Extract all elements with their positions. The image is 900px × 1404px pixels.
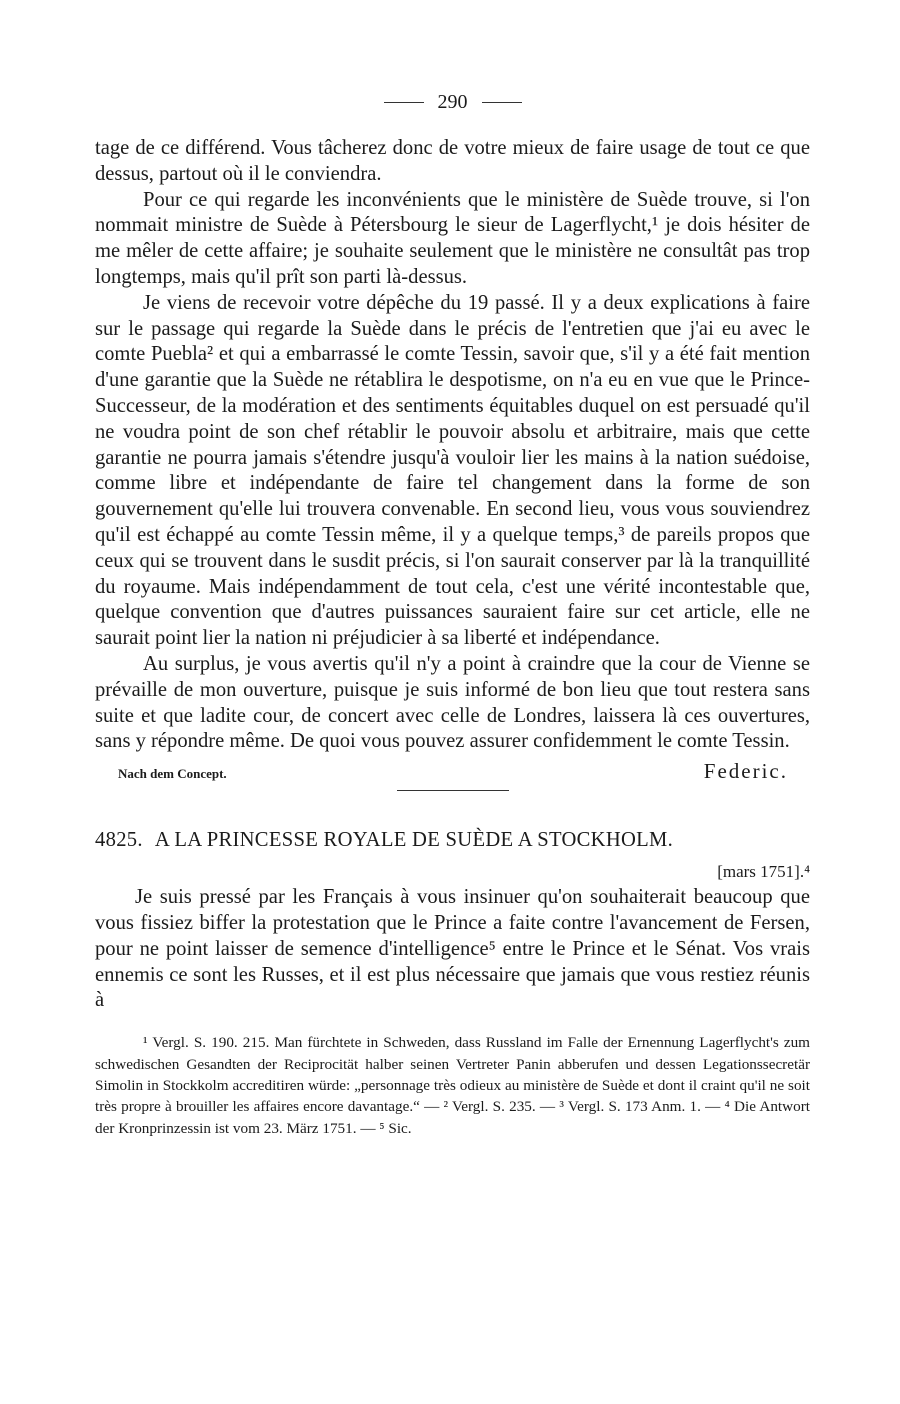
letter-date: [mars 1751].⁴ [717,862,810,882]
footnote-text: ¹ Vergl. S. 190. 215. Man fürchtete in Schweden, dass Russland im Falle der Ernennung Lagerflycht's zum schwedischen Gesandten der Reciprocität halber seinen Vertreter Panin abberufen und dessen Legationssecretär Simolin in Stockkolm accreditiren würde: „personnage très odieux au ministère de Suède et dont il craint qu'il ne soit très propre à brouiller les affaires encore davantage.“ — ² Vergl. S. 235. — ³ Vergl. S. 173 Anm. 1. — ⁴ Die Antwort der Kronprinzessin ist vom 23. März 1751. — ⁵ Sic. [95,1034,810,1137]
page-number-dash-left [384,102,424,103]
paragraph-1: tage de ce différend. Vous tâcherez donc de votre mieux de faire usage de tout ce que dessus, partout où il le conviendra. [95,137,810,185]
document-page [95,88,810,1139]
paragraph-3: Je viens de recevoir votre dépêche du 19 passé. Il y a deux explications à faire sur le passage qui regarde la Suède dans le précis de l'entretien que j'ai eu avec le comte Puebla² et qui a embarrassé le comte Tessin, savoir que, s'il y a été fait mention d'une garantie que la Suède ne rétablira le despotisme, on n'a eu en vue que le Prince-Successeur, de la modération et des sentiments équitables duquel on est persuadé qu'il ne voudra point de son chef rétablir le pouvoir absolu et arbitraire, mais que cette garantie ne pourra jamais s'étendre jusqu'à vouloir lier les mains à la nation suédoise, comme libre et indépendante de faire tel changement dans la forme de son gouvernement qu'elle lui trouvera convenable. En second lieu, vous vous souviendrez qu'il est échappé au comte Tessin même, il y a quelque temps,³ de pareils propos que ceux qui se trouvent dans le susdit précis, si l'on saurait conserver par là la tranquillité du royaume. Mais indépendamment de tout cela, c'est une vérité incontestable que, quelque convention que d'autres puissances sauraient faire sur cet article, elle ne saurait point lier la nation ni préjudicier à sa liberté et indépendance. [95,291,810,650]
signature: Federic. [703,759,788,784]
section-divider [397,790,509,791]
letter-closing [95,759,810,784]
paragraph-4: Au surplus, je vous avertis qu'il n'y a point à craindre que la cour de Vienne se prévaille de mon ouverture, puisque je suis informé de bon lieu que tout restera sans suite et que ladite cour, de concert avec celle de Londres, laissera là ces ouvertures, sans y répondre même. De quoi vous pouvez assurer confidemment le comte Tessin. [95,652,810,753]
letter-title: A LA PRINCESSE ROYALE DE SUÈDE A STOCKHOLM. [154,829,674,852]
footnotes [95,1032,810,1139]
page-number: 290 [437,90,468,113]
letter-heading [95,829,810,852]
letter-number: 4825. [95,829,143,852]
letter-continuation [95,136,810,755]
page-number-dash-right [482,102,522,103]
letter-body [95,885,810,1014]
source-note: Nach dem Concept. [118,766,227,782]
page-header [95,88,810,116]
paragraph-2: Pour ce qui regarde les inconvénients que le ministère de Suède trouve, si l'on nommait ministre de Suède à Pétersbourg le sieur de Lagerflycht,¹ je dois hésiter de me mêler de cette affaire; je souhaite seulement que le ministère ne consultât pas trop longtemps, mais qu'il prît son parti là-dessus. [95,188,810,288]
letter-paragraph-1: Je suis pressé par les Français à vous insinuer qu'on souhaiterait beaucoup que vous fissiez biffer la protestation que le Prince a faite contre l'avancement de Fersen, pour ne point laisser de semence d'intelligence⁵ entre le Prince et le Sénat. Vos vrais ennemis ce sont les Russes, et il est plus nécessaire que jamais que vous restiez réunis à [95,886,810,1012]
